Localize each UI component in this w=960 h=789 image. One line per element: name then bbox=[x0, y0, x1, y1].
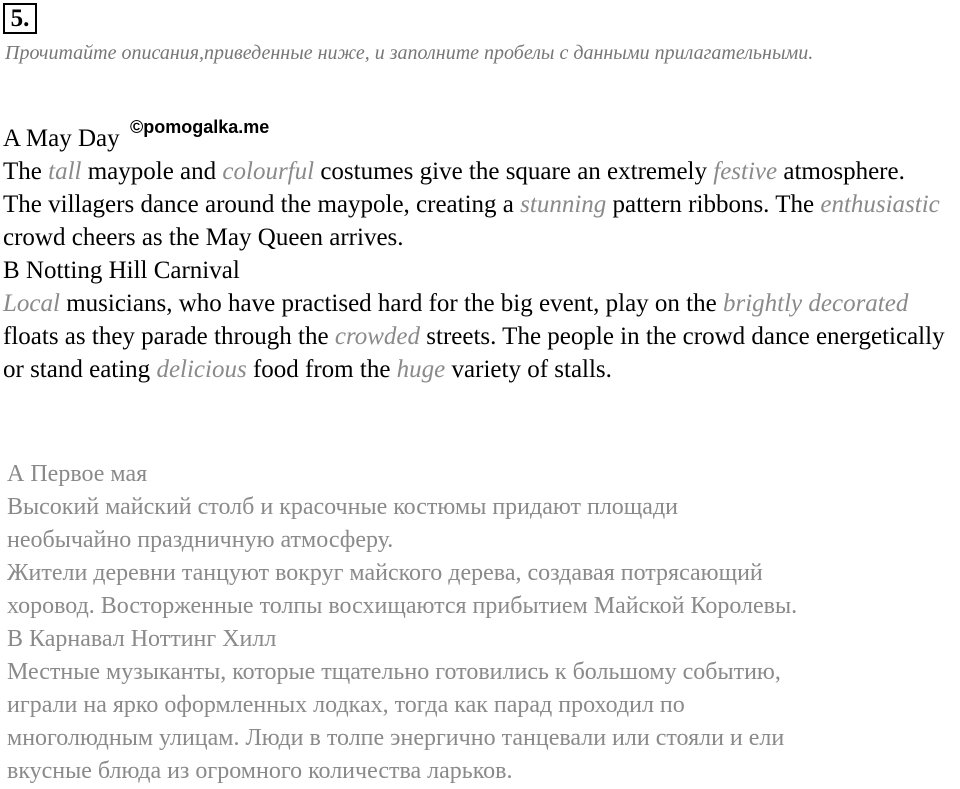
watermark: ©pomogalka.me bbox=[130, 117, 270, 137]
translation-line: Местные музыканты, которые тщательно готовились к большому событию, bbox=[7, 659, 781, 685]
filled-adjective: festive bbox=[713, 158, 778, 185]
translation-line: вкусные блюда из огромного количества ларьков. bbox=[7, 758, 513, 784]
text-b-paragraph bbox=[3, 287, 958, 386]
filled-adjective: brightly decorated bbox=[722, 290, 909, 317]
text-span: The bbox=[3, 158, 49, 185]
text-b-heading: B Notting Hill Carnival bbox=[3, 257, 240, 284]
filled-adjective: enthusiastic bbox=[820, 191, 940, 218]
translation-line: необычайно праздничную атмосферу. bbox=[7, 527, 394, 553]
text-a-paragraph-1 bbox=[3, 155, 958, 188]
text-span: musicians, who have practised hard for the big event, play on the bbox=[59, 290, 723, 317]
text-span: variety of stalls. bbox=[445, 356, 612, 383]
text-span: atmosphere. bbox=[777, 158, 905, 185]
text-a-paragraph-2 bbox=[3, 188, 958, 254]
text-span: pattern ribbons. The bbox=[606, 191, 821, 218]
text-span: costumes give the square an extremely bbox=[314, 158, 714, 185]
filled-adjective: colourful bbox=[222, 158, 315, 185]
translation-line: Жители деревни танцуют вокруг майского дерева, создавая потрясающий bbox=[7, 560, 763, 586]
filled-adjective: huge bbox=[396, 356, 446, 383]
translation-line: играли на ярко оформленных лодках, тогда как парад проходил по bbox=[7, 692, 685, 718]
filled-adjective: tall bbox=[48, 158, 82, 185]
text-span: streets. The people in the crowd dance energetically or stand eating bbox=[3, 323, 945, 383]
filled-adjective: crowded bbox=[334, 323, 421, 350]
text-span: floats as they parade through the bbox=[3, 323, 335, 350]
exercise-number: 5. bbox=[3, 3, 37, 34]
english-text bbox=[3, 122, 958, 386]
instruction-text: Прочитайте описания,приведенные ниже, и заполните пробелы с данными прилагательными. bbox=[5, 42, 814, 64]
filled-adjective: Local bbox=[3, 290, 60, 317]
translation-line: Высокий майский столб и красочные костюмы придают площади bbox=[7, 494, 678, 520]
text-a-heading: A May Day bbox=[3, 125, 120, 152]
text-span: The villagers dance around the maypole, creating a bbox=[3, 191, 521, 218]
text-span: maypole and bbox=[81, 158, 223, 185]
translation-line: хоровод. Восторженные толпы восхищаются прибытием Майской Королевы. bbox=[7, 593, 798, 619]
text-span: crowd cheers as the May Queen arrives. bbox=[3, 224, 404, 251]
russian-translation bbox=[7, 458, 960, 788]
text-span: food from the bbox=[246, 356, 397, 383]
filled-adjective: delicious bbox=[156, 356, 247, 383]
translation-line: многолюдным улицам. Люди в толпе энергично танцевали или стояли и ели bbox=[7, 725, 785, 751]
translation-line: В Карнавал Ноттинг Хилл bbox=[7, 626, 277, 652]
translation-line: А Первое мая bbox=[7, 461, 148, 487]
filled-adjective: stunning bbox=[520, 191, 607, 218]
